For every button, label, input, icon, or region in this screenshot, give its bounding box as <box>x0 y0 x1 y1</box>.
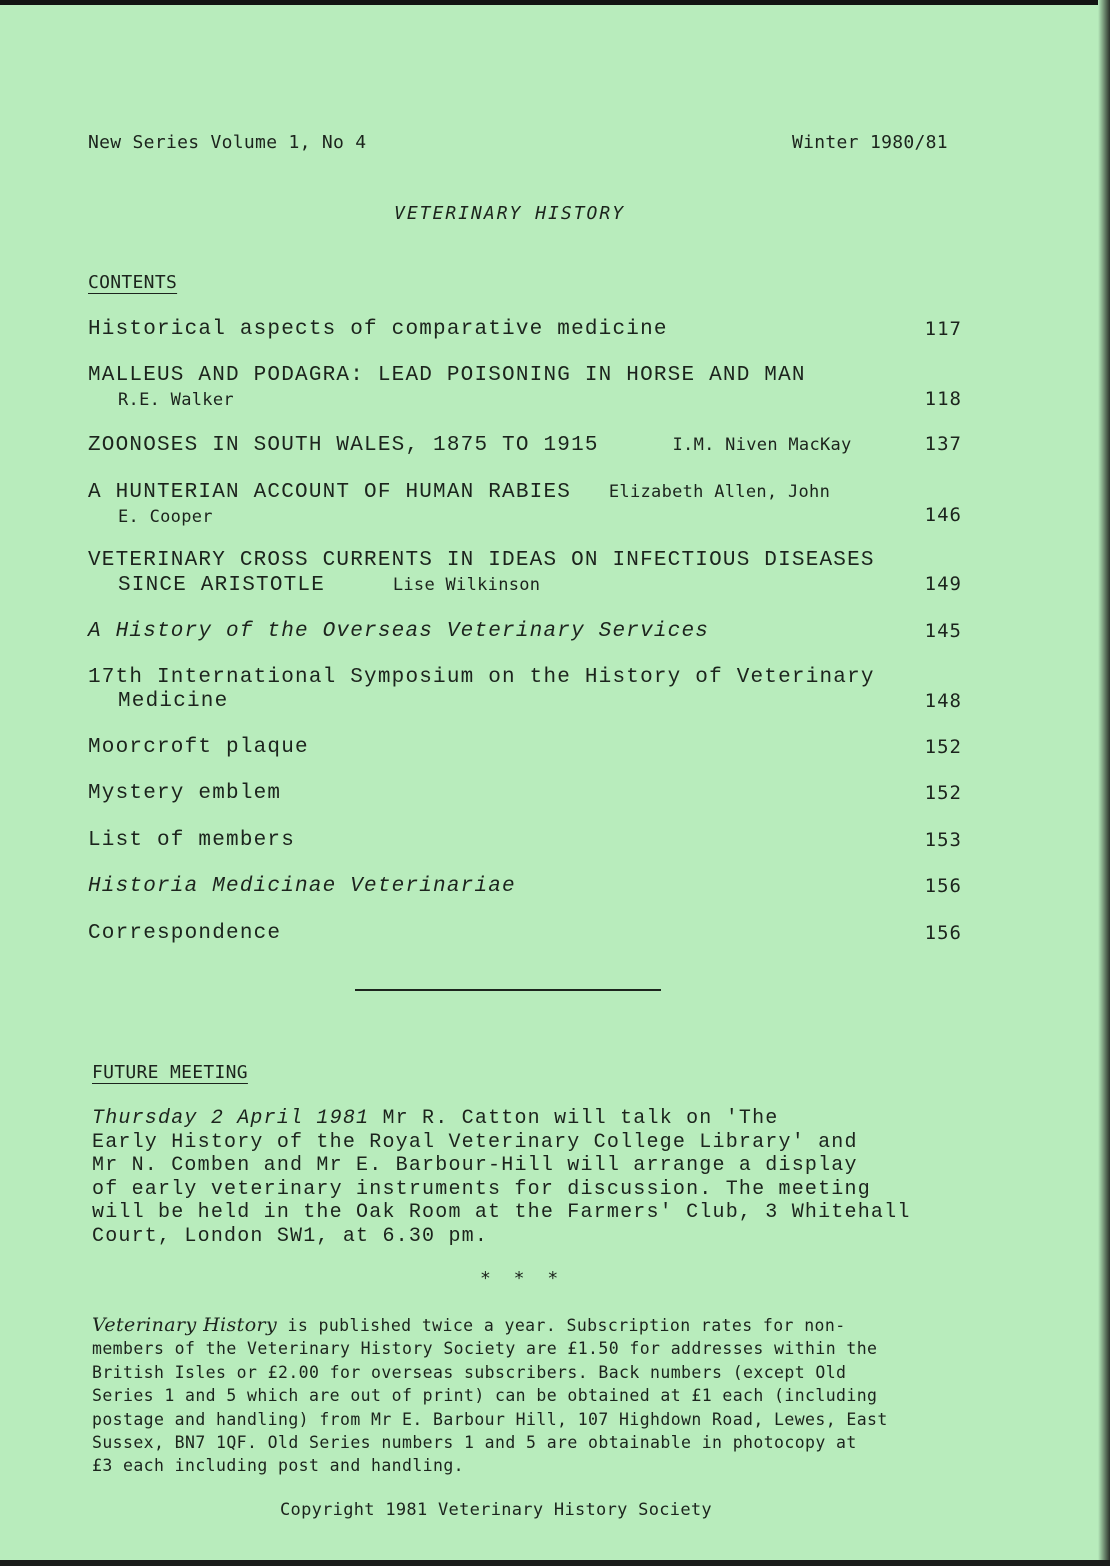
toc-author: Elizabeth Allen, John <box>608 482 831 502</box>
toc-entry <box>88 318 968 342</box>
page-edge-top <box>0 0 1110 5</box>
toc-title: A HUNTERIAN ACCOUNT OF HUMAN RABIES <box>88 481 572 504</box>
toc-entry <box>88 433 968 458</box>
toc-title-continued: Medicine <box>118 690 229 713</box>
toc-entry <box>88 829 968 853</box>
toc-title: ZOONOSES IN SOUTH WALES, 1875 TO 1915 <box>88 434 599 457</box>
publication-name: Veterinary History <box>92 1314 278 1336</box>
toc-page-number: 146 <box>924 504 962 526</box>
toc-entry <box>88 782 968 806</box>
toc-author: I.M. Niven MacKay <box>672 435 852 455</box>
toc-page-number: 149 <box>924 573 962 595</box>
page-edge-right <box>1098 0 1110 1566</box>
toc-entry <box>88 875 968 899</box>
toc-entry <box>88 549 968 598</box>
section-divider <box>355 989 661 991</box>
series-info: New Series Volume 1, No 4 <box>88 132 367 153</box>
toc-title: A History of the Overseas Veterinary Services <box>88 620 710 643</box>
toc-page-number: 152 <box>924 782 962 804</box>
subscription-details: is published twice a year. Subscription rates for non- members of the Veterinary History Society are £1.50 for addresses within the British Isles or £2.00 for overseas subscribers. Back numbers (except Old Series 1 and 5 which are out of print) can be obtained at £1 each (including postage and handling) from Mr E. Barbour Hill, 107 Highdown Road, Lewes, East Sussex, BN7 1QF. Old Series numbers 1 and 5 are obtainable in photocopy at £3 each including post and handling. <box>92 1316 888 1476</box>
toc-author: Lise Wilkinson <box>392 575 541 595</box>
asterisk-separator: * * * <box>480 1268 565 1289</box>
toc-entry <box>88 736 968 760</box>
toc-page-number: 148 <box>924 690 962 712</box>
toc-page-number: 156 <box>924 922 962 944</box>
toc-page-number: 145 <box>924 620 962 642</box>
toc-page-number: 153 <box>924 829 962 851</box>
toc-entry <box>88 922 968 946</box>
contents-heading: CONTENTS <box>88 272 178 293</box>
toc-page-number: 137 <box>924 433 962 455</box>
toc-title: MALLEUS AND PODAGRA: LEAD POISONING IN HORSE AND MAN <box>88 364 806 387</box>
toc-page-number: 156 <box>924 875 962 897</box>
toc-entry <box>88 666 968 714</box>
meeting-date: Thursday 2 April 1981 <box>92 1107 370 1130</box>
toc-title: Mystery emblem <box>88 782 282 805</box>
toc-title: Historical aspects of comparative medicine <box>88 318 668 341</box>
toc-title: VETERINARY CROSS CURRENTS IN IDEAS ON INFECTIOUS DISEASES <box>88 549 875 572</box>
toc-entry <box>88 364 968 412</box>
toc-entry <box>88 620 968 644</box>
toc-page-number: 118 <box>924 388 962 410</box>
toc-title: Historia Medicinae Veterinariae <box>88 875 516 898</box>
subscription-paragraph <box>92 1314 992 1478</box>
toc-page-number: 117 <box>924 318 962 340</box>
copyright-notice: Copyright 1981 Veterinary History Society <box>280 1500 712 1520</box>
journal-title: VETERINARY HISTORY <box>394 203 626 224</box>
toc-author: R.E. Walker <box>118 390 234 410</box>
toc-page-number: 152 <box>924 736 962 758</box>
future-meeting-heading: FUTURE MEETING <box>92 1062 248 1083</box>
meeting-details: Mr R. Catton will talk on 'The Early History of the Royal Veterinary College Library' and Mr N. Comben and Mr E. Barbour-Hill will arrange a display of early veterinary instruments for discussion. The meeting will be held in the Oak Room at the Farmers' Club, 3 Whitehall Court, London SW1, at 6.30 pm. <box>92 1107 911 1248</box>
toc-title: 17th International Symposium on the History of Veterinary <box>88 666 875 689</box>
toc-author-continued: E. Cooper <box>118 507 213 527</box>
page-edge-bottom <box>0 1560 1110 1566</box>
toc-title-continued: SINCE ARISTOTLE <box>118 574 326 597</box>
toc-title: Correspondence <box>88 922 282 945</box>
issue-season: Winter 1980/81 <box>792 132 948 153</box>
toc-title: Moorcroft plaque <box>88 736 309 759</box>
toc-entry <box>88 480 968 529</box>
toc-title: List of members <box>88 829 296 852</box>
future-meeting-paragraph <box>92 1107 972 1249</box>
